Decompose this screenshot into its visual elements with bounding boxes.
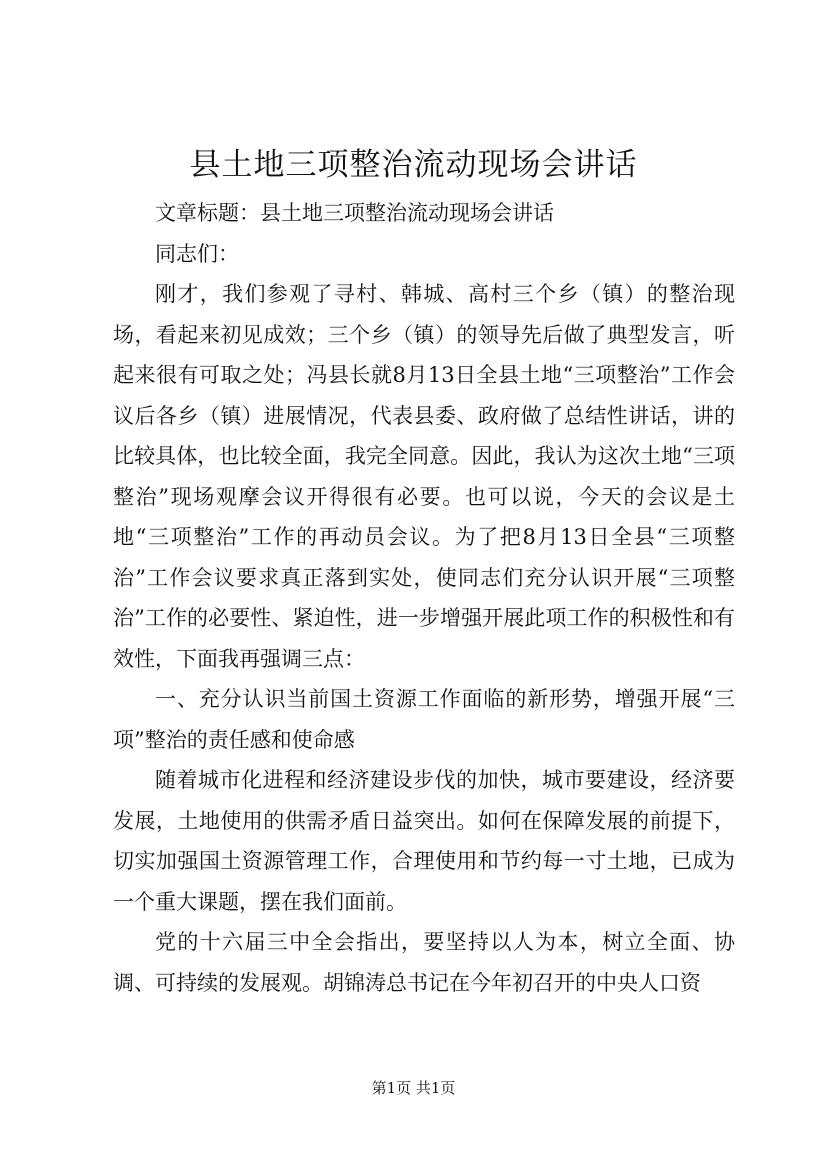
document-body bbox=[113, 193, 735, 1003]
paragraph-heading-one: 一、充分认识当前国土资源工作面临的新形势，增强开展“三项”整治的责任感和使命感 bbox=[113, 687, 735, 752]
paragraph-intro: 刚才，我们参观了寻村、韩城、高村三个乡（镇）的整治现场，看起来初见成效；三个乡（镇）的领导先后做了典型发言，听起来很有可取之处；冯县长就8月13日全县土地“三项整治”工作会议后各乡（镇）进展情况，代表县委、政府做了总结性讲话，讲的比较具体，也比较全面，我完全同意。因此，我认为这次土地“三项整治”现场观摩会议开得很有必要。也可以说，今天的会议是土地“三项整治”工作的再动员会议。为了把8月13日全县“三项整治”工作会议要求真正落到实处，使同志们充分认识开展“三项整治”工作的必要性、紧迫性，进一步增强开展此项工作的积极性和有效性，下面我再强调三点： bbox=[113, 282, 735, 671]
paragraph-salutation: 同志们： bbox=[155, 241, 239, 266]
paragraph-party-congress: 党的十六届三中全会指出，要坚持以人为本，树立全面、协调、可持续的发展观。胡锦涛总书记在今年初召开的中央人口资 bbox=[113, 930, 735, 995]
document-title: 县土地三项整治流动现场会讲话 bbox=[189, 147, 638, 183]
paragraph-article-title: 文章标题：县土地三项整治流动现场会讲话 bbox=[155, 201, 554, 225]
paragraph-urbanization: 随着城市化进程和经济建设步伐的加快，城市要建设，经济要发展，土地使用的供需矛盾日益突出。如何在保障发展的前提下，切实加强国土资源管理工作，合理使用和节约每一寸土地，已成为一个重大课题，摆在我们面前。 bbox=[113, 768, 735, 914]
page-footer: 第1页 共1页 bbox=[371, 1079, 456, 1097]
